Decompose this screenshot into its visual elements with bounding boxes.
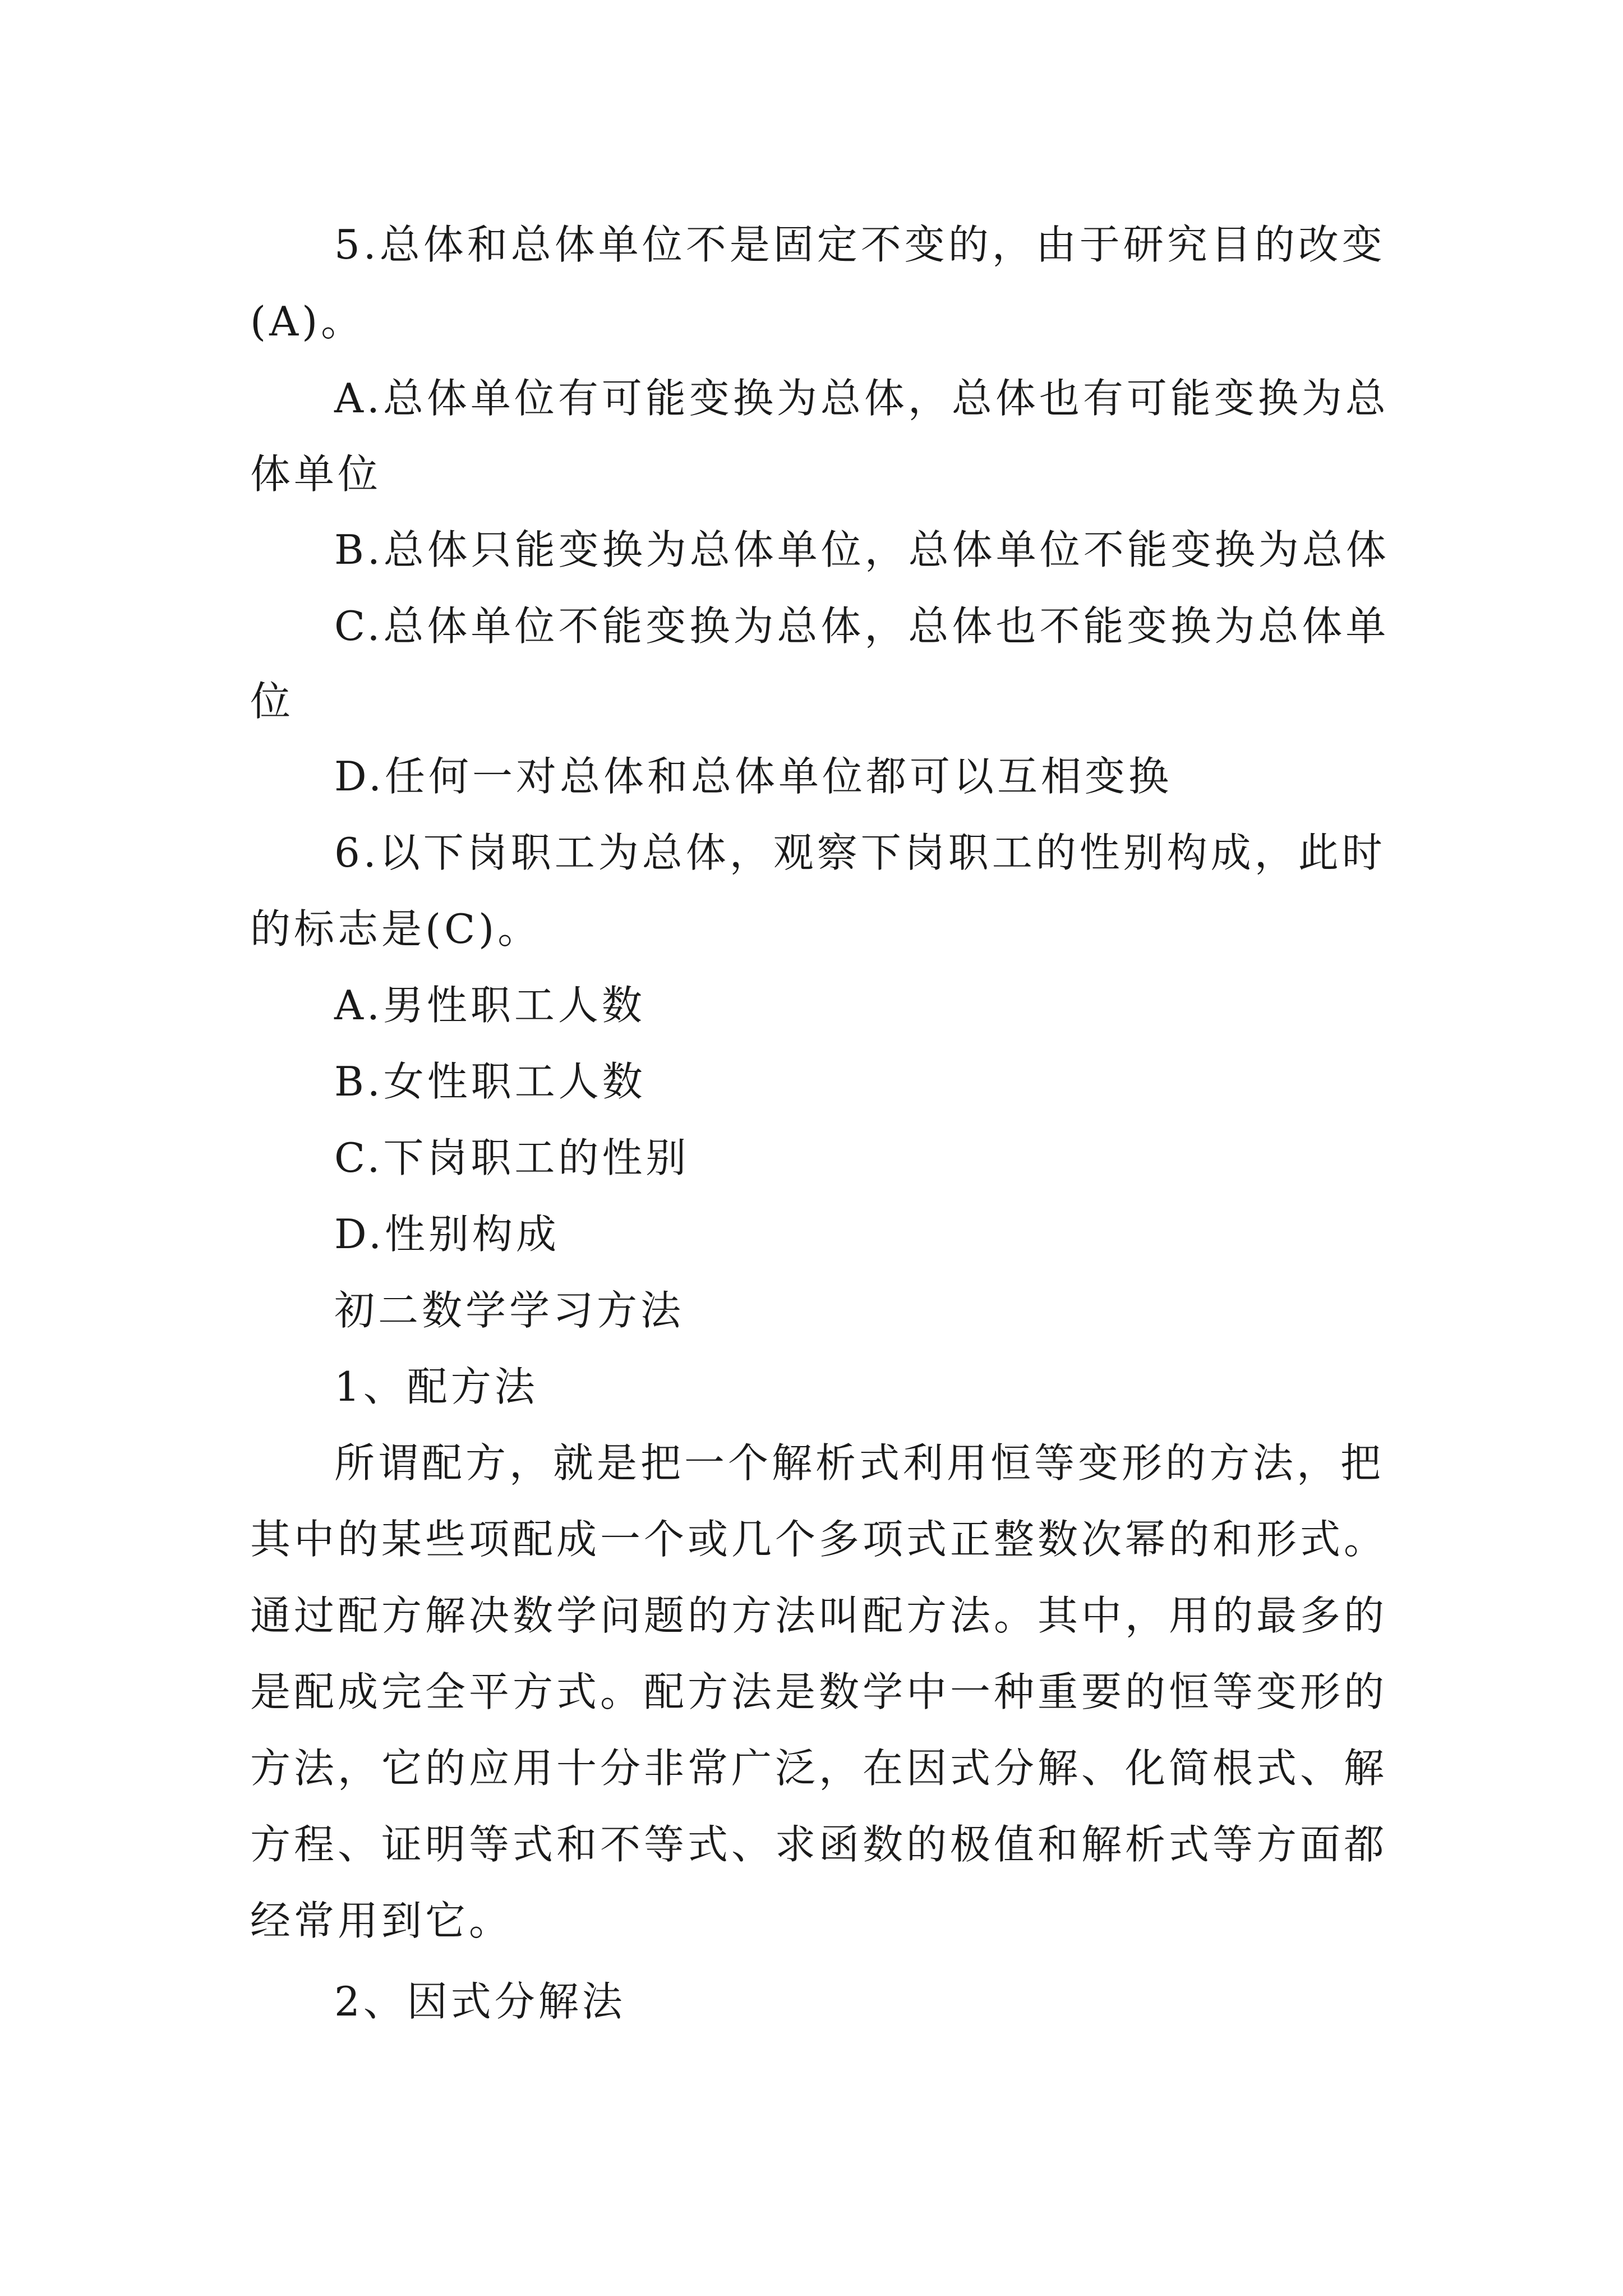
- q5-stem-line2: (A)。: [250, 298, 365, 345]
- method2-heading: 2、因式分解法: [334, 1978, 626, 2025]
- method1-heading: 1、配方法: [334, 1363, 538, 1410]
- q5-option-a-line2: 体单位: [250, 450, 382, 498]
- q6-option-b: B.女性职工人数: [334, 1058, 646, 1105]
- q6-option-c: C.下岗职工的性别: [334, 1134, 690, 1181]
- method1-para-line3: 通过配方解决数学问题的方法叫配方法。其中，用的最多的: [250, 1592, 1388, 1639]
- q6-stem-line1: 6.以下岗职工为总体，观察下岗职工的性别构成，此时: [334, 829, 1386, 876]
- q6-option-d: D.性别构成: [334, 1211, 560, 1258]
- section-title: 初二数学学习方法: [334, 1287, 685, 1334]
- q5-option-c-line2: 位: [250, 678, 294, 725]
- method1-para-line5: 方法，它的应用十分非常广泛，在因式分解、化简根式、解: [250, 1745, 1388, 1792]
- method1-para-line1: 所谓配方，就是把一个解析式利用恒等变形的方法，把: [334, 1439, 1385, 1487]
- method1-para-line4: 是配成完全平方式。配方法是数学中一种重要的恒等变形的: [250, 1668, 1388, 1715]
- method1-para-line7: 经常用到它。: [250, 1897, 513, 1944]
- method1-para-line2: 其中的某些项配成一个或几个多项式正整数次幂的和形式。: [250, 1516, 1388, 1563]
- q5-stem-line1: 5.总体和总体单位不是固定不变的，由于研究目的改变: [334, 221, 1386, 268]
- q6-stem-line2: 的标志是(C)。: [250, 905, 542, 953]
- q5-option-a-line1: A.总体单位有可能变换为总体，总体也有可能变换为总: [334, 375, 1389, 422]
- method1-para-line6: 方程、证明等式和不等式、求函数的极值和解析式等方面都: [250, 1821, 1388, 1868]
- q6-option-a: A.男性职工人数: [334, 982, 645, 1029]
- q5-option-b: B.总体只能变换为总体单位，总体单位不能变换为总体: [334, 526, 1390, 573]
- q5-option-c-line1: C.总体单位不能变换为总体，总体也不能变换为总体单: [334, 602, 1390, 650]
- q5-option-d: D.任何一对总体和总体单位都可以互相变换: [334, 753, 1173, 800]
